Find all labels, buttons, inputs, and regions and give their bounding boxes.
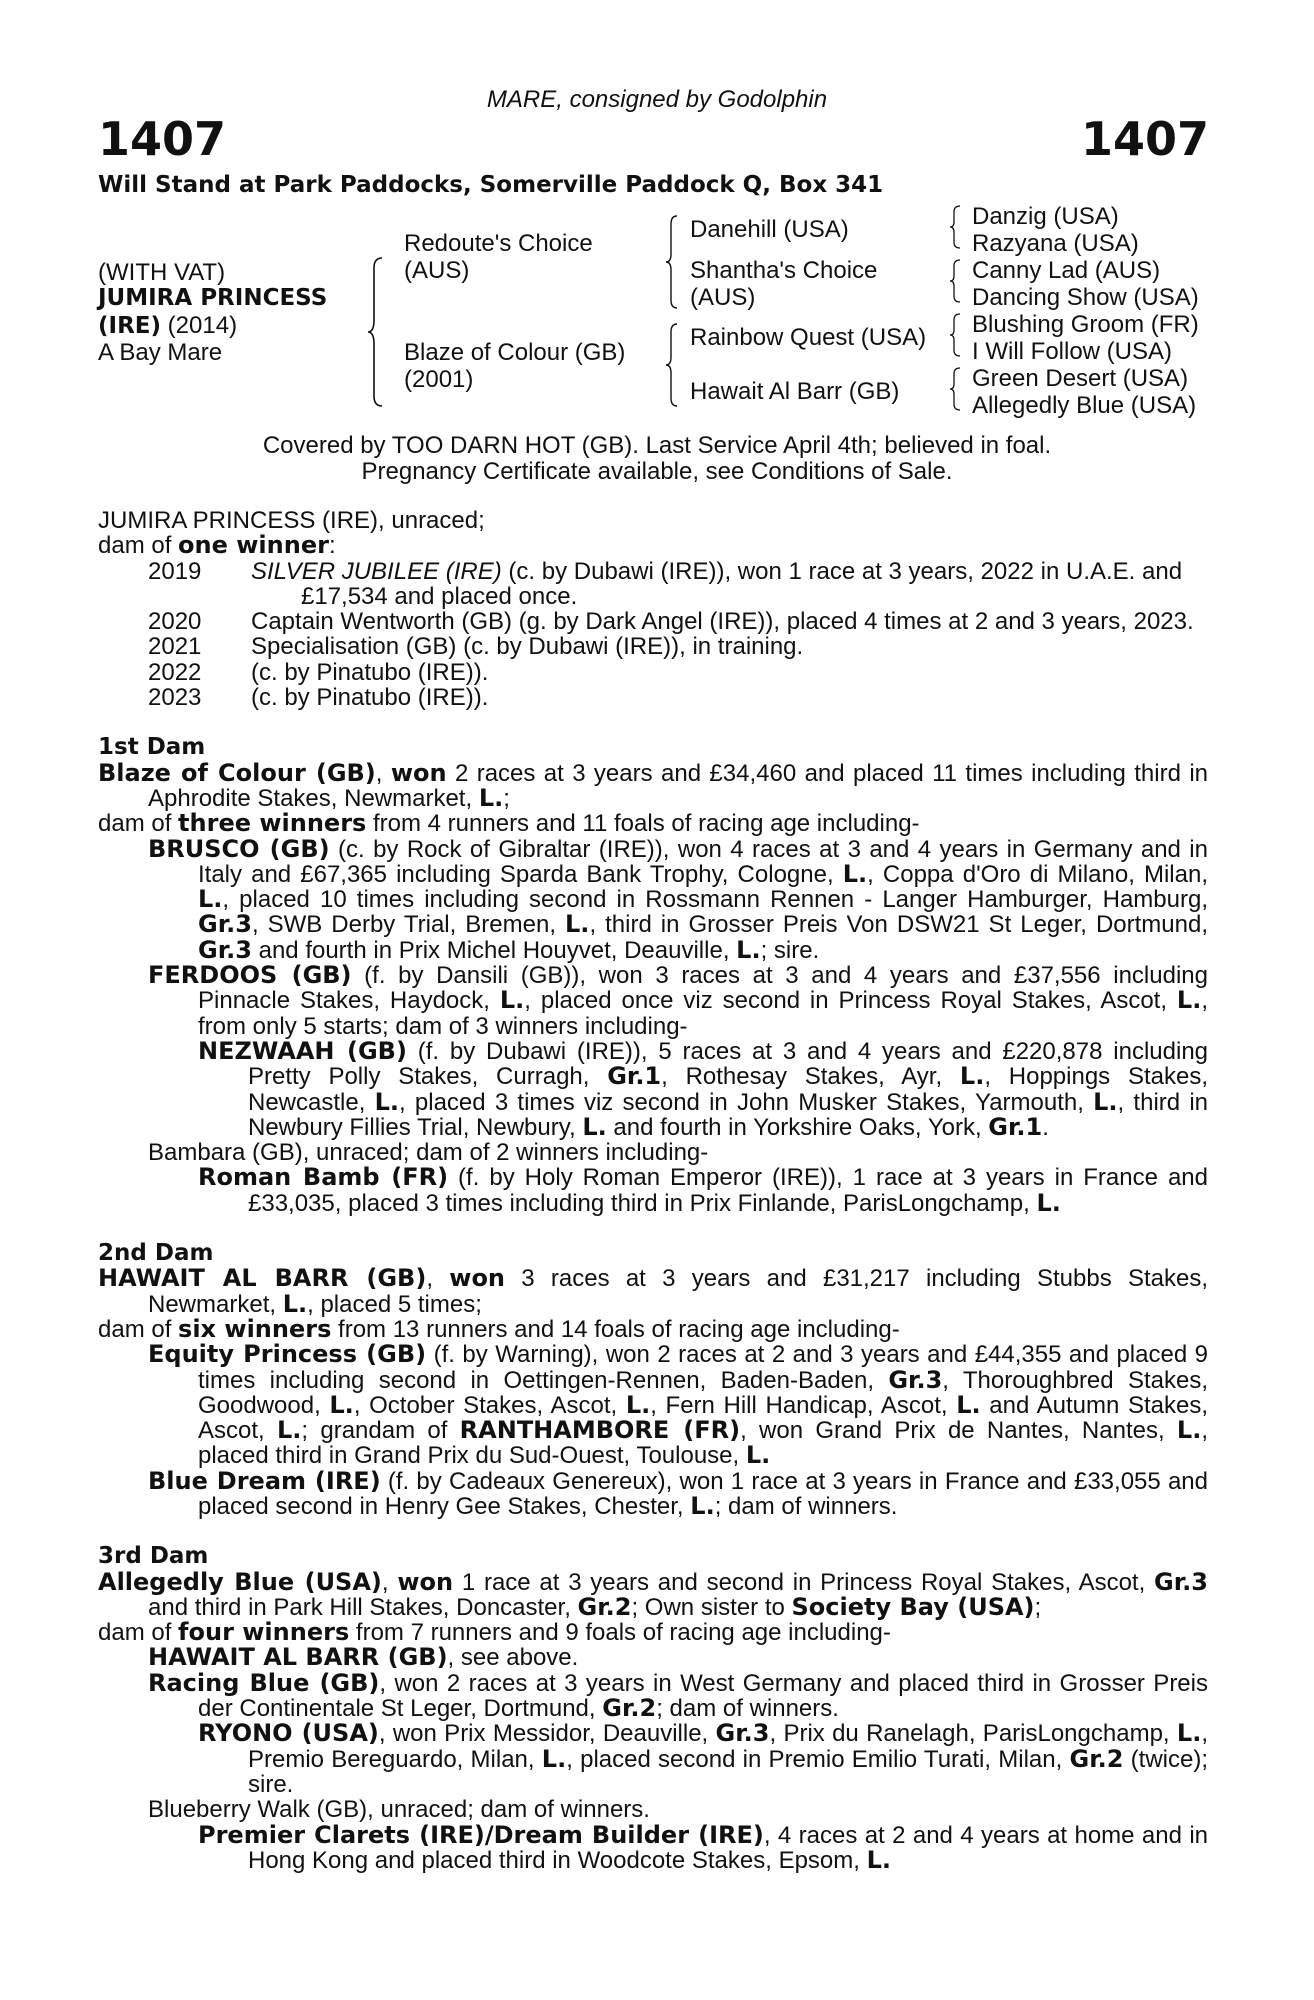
produce-year: 2023 <box>148 684 202 712</box>
progeny-nezwaah: NEZWAAH (GB) (f. by Dubawi (IRE)), 5 races at 3 and 4 years and £220,878 including Pretty Polly Stakes, Curragh, Gr.1, Rothesay Stakes, Ayr, L., Hoppings Stakes, Newcastle, L., placed 3 times viz second in John Musker Stakes, Yarmouth, L., third in Newbury Fillies Trial, Newbury, L. and fourth in Yorkshire Oaks, York, Gr.1. <box>198 1036 1209 1141</box>
produce-row <box>98 559 1208 610</box>
produce-text <box>251 685 1208 710</box>
produce-text <box>251 634 1208 659</box>
produce-year: 2019 <box>148 557 202 585</box>
produce-year: 2022 <box>148 658 202 686</box>
dam1-heading: 1st Dam <box>98 734 206 761</box>
lot-number-left: 1407 <box>98 112 227 166</box>
stand-location: Will Stand at Park Paddocks, Somerville Paddock Q, Box 341 <box>98 172 884 198</box>
intro-line: JUMIRA PRINCESS (IRE), unraced; <box>98 507 485 534</box>
brace-sire <box>664 214 680 310</box>
progeny-ferdoos: FERDOOS (GB) (f. by Dansili (GB)), won 3 races at 3 and 4 years and £37,556 including Pinnacle Stakes, Haydock, L., placed once viz second in Princess Royal Stakes, Ascot, L., from only 5 starts; dam of 3 winners including- <box>148 961 1209 1040</box>
sd-dam: Dancing Show (USA) <box>972 284 1199 311</box>
progeny-bambara: Bambara (GB), unraced; dam of 2 winners including- <box>148 1139 709 1167</box>
produce-text <box>251 559 1208 610</box>
progeny-racing-blue: Racing Blue (GB), won 2 races at 3 years in West Germany and placed third in Grosser Preis der Continentale St Leger, Dortmund, Gr.2; dam of winners. <box>148 1668 1208 1723</box>
produce-text <box>251 660 1208 685</box>
produce-detail: (c. by Pinatubo (IRE)). <box>251 684 489 712</box>
brace-dd <box>948 366 962 412</box>
dd-sire: Green Desert (USA) <box>972 365 1189 392</box>
ss-sire: Danzig (USA) <box>972 203 1119 230</box>
brace-sd <box>948 258 962 304</box>
progeny-hawait-al-barr: HAWAIT AL BARR (GB), see above. <box>148 1643 579 1672</box>
pregnancy-note: Pregnancy Certificate available, see Conditions of Sale. <box>361 458 953 485</box>
progeny-brusco: BRUSCO (GB) (c. by Rock of Gibraltar (IRE)), won 4 races at 3 and 4 years in Germany and in Italy and £67,365 including Sparda Bank Trophy, Cologne, L., Coppa d'Oro di Milano, Milan, L., placed 10 times including second in Rossmann Rennen - Langer Hamburger, Hamburg, Gr.3, SWB Derby Trial, Bremen, L., third in Grosser Preis Von DSW21 St Leger, Dortmund, Gr.3 and fourth in Prix Michel Houyvet, Deauville, L.; sire. <box>148 834 1209 964</box>
horse-name: JUMIRA PRINCESS <box>98 285 328 311</box>
brace-ds <box>948 312 962 358</box>
sire-dam-origin: (AUS) <box>690 284 756 311</box>
dam3-heading: 3rd Dam <box>98 1543 209 1570</box>
dam1-dam-of: dam of three winners from 4 runners and 11 foals of racing age including- <box>98 809 920 838</box>
progeny-blueberry-walk: Blueberry Walk (GB), unraced; dam of winners. <box>148 1796 650 1824</box>
horse-origin-year: (IRE) (2014) <box>98 312 238 339</box>
sd-sire: Canny Lad (AUS) <box>972 257 1161 284</box>
progeny-blue-dream: Blue Dream (IRE) (f. by Cadeaux Genereux), won 1 race at 3 years in France and £33,055 and placed second in Henry Gee Stakes, Chester, L.; dam of winners. <box>148 1466 1208 1520</box>
brace-ss <box>948 204 962 250</box>
sire-origin: (AUS) <box>404 257 470 284</box>
produce-name: SILVER JUBILEE (IRE) <box>251 557 502 585</box>
dam2-dam-of: dam of six winners from 13 runners and 14 foals of racing age including- <box>98 1314 900 1343</box>
produce-detail: Captain Wentworth (GB) (g. by Dark Angel (IRE)), placed 4 times at 2 and 3 years, 2023. <box>251 608 1194 636</box>
horse-description: A Bay Mare <box>98 339 223 366</box>
sire-sire: Danehill (USA) <box>690 216 849 243</box>
produce-list <box>98 559 1208 711</box>
produce-row <box>98 660 1208 685</box>
dam2-record: HAWAIT AL BARR (GB), won 3 races at 3 years and £31,217 including Stubbs Stakes, Newmarket, L., placed 5 times; <box>98 1264 1208 1318</box>
dd-dam: Allegedly Blue (USA) <box>972 392 1197 419</box>
progeny-equity-princess: Equity Princess (GB) (f. by Warning), won 2 races at 2 and 3 years and £44,355 and placed 9 times including second in Oettingen-Rennen, Baden-Baden, Gr.3, Thoroughbred Stakes, Goodwood, L., October Stakes, Ascot, L., Fern Hill Handicap, Ascot, L. and Autumn Stakes, Ascot, L.; grandam of RANTHAMBORE (FR), won Grand Prix de Nantes, Nantes, L., placed third in Grand Prix du Sud-Ouest, Toulouse, L. <box>148 1340 1209 1470</box>
sire: Redoute's Choice <box>404 230 593 257</box>
dam3-record: Allegedly Blue (USA), won 1 race at 3 years and second in Princess Royal Stakes, Ascot, Gr.3 and third in Park Hill Stakes, Doncaster, Gr.2; Own sister to Society Bay (USA); <box>98 1567 1208 1621</box>
dam2-heading: 2nd Dam <box>98 1240 214 1267</box>
produce-row <box>98 685 1208 710</box>
dam1-record: Blaze of Colour (GB), won 2 races at 3 years and £34,460 and placed 11 times including third in Aphrodite Stakes, Newmarket, L.; <box>98 758 1208 812</box>
dam3-dam-of: dam of four winners from 7 runners and 9 foals of racing age including- <box>98 1618 891 1647</box>
progeny-roman-bamb: Roman Bamb (FR) (f. by Holy Roman Emperor (IRE)), 1 race at 3 years in France and £33,035, placed 3 times including third in Prix Finlande, ParisLongchamp, L. <box>198 1163 1208 1217</box>
produce-year: 2020 <box>148 608 202 636</box>
lot-number-right: 1407 <box>1080 112 1209 166</box>
consignor-line: MARE, consigned by Godolphin <box>486 86 828 113</box>
progeny-ryono: RYONO (USA), won Prix Messidor, Deauville, Gr.3, Prix du Ranelagh, ParisLongchamp, L., Premio Bereguardo, Milan, L., placed second in Premio Emilio Turati, Milan, Gr.2 (twice); sire. <box>198 1719 1209 1798</box>
brace-dam <box>664 322 680 408</box>
produce-text <box>251 609 1208 634</box>
ds-dam: I Will Follow (USA) <box>972 338 1173 365</box>
vat-note: (WITH VAT) <box>98 259 226 286</box>
catalogue-body <box>98 508 1208 1873</box>
brace-main <box>366 256 386 408</box>
dam-year: (2001) <box>404 366 474 393</box>
ds-sire: Blushing Groom (FR) <box>972 311 1199 338</box>
intro-dam-of: dam of one winner: <box>98 531 336 560</box>
produce-year: 2021 <box>148 633 202 661</box>
produce-detail: (c. by Pinatubo (IRE)). <box>251 658 489 686</box>
dam: Blaze of Colour (GB) <box>404 339 626 366</box>
ss-dam: Razyana (USA) <box>972 230 1139 257</box>
produce-detail: Specialisation (GB) (c. by Dubawi (IRE)), in training. <box>251 633 804 661</box>
progeny-premier-clarets: Premier Clarets (IRE)/Dream Builder (IRE), 4 races at 2 and 4 years at home and in Hong Kong and placed third in Woodcote Stakes, Epsom, L. <box>198 1820 1208 1874</box>
dam-dam: Hawait Al Barr (GB) <box>690 378 900 405</box>
produce-detail: (c. by Dubawi (IRE)), won 1 race at 3 years, 2022 in U.A.E. and £17,534 and placed once. <box>301 557 1183 610</box>
produce-row <box>98 609 1208 634</box>
produce-row <box>98 634 1208 659</box>
covered-by: Covered by TOO DARN HOT (GB). Last Service April 4th; believed in foal. <box>262 432 1052 459</box>
dam-sire: Rainbow Quest (USA) <box>690 324 927 351</box>
sire-dam: Shantha's Choice <box>690 257 878 284</box>
